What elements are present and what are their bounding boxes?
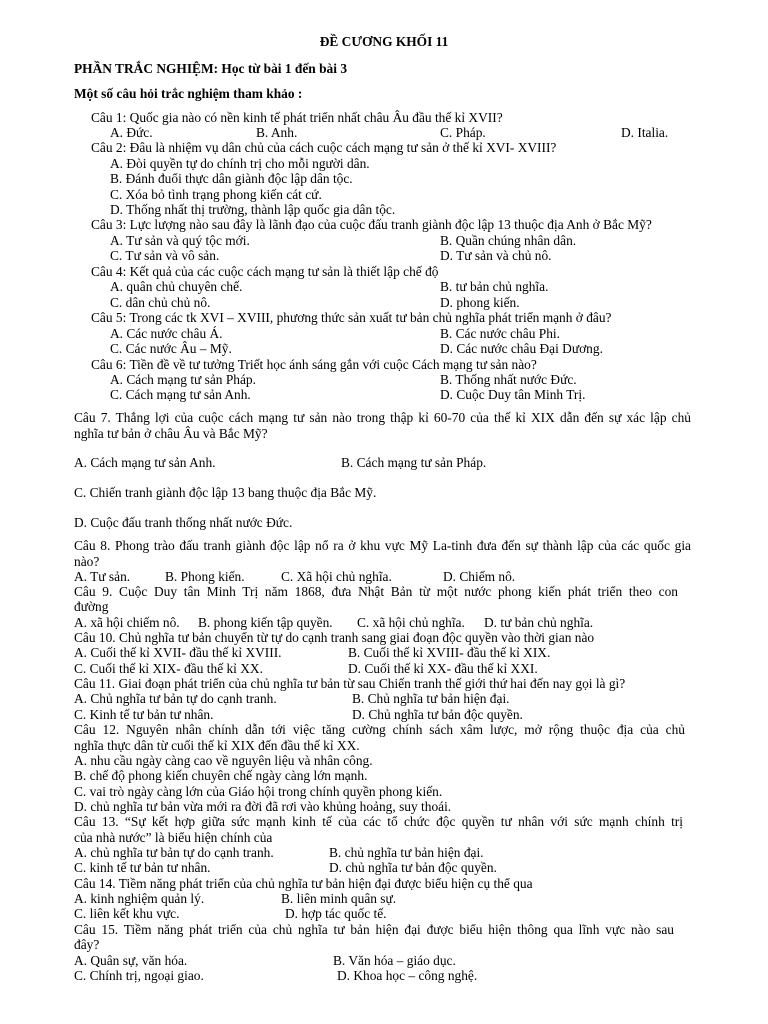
q15-option-a: A. Quân sự, văn hóa. xyxy=(74,953,188,968)
q2-option-a: A. Đòi quyền tự do chính trị cho mỗi người dân. xyxy=(110,156,370,171)
q5-option-b: B. Các nước châu Phi. xyxy=(440,326,560,341)
q12-option-a: A. nhu cầu ngày càng cao về nguyên liệu và nhân công. xyxy=(74,753,373,768)
q13-option-b: B. chủ nghĩa tư bản hiện đại. xyxy=(329,845,484,860)
q1-option-c: C. Pháp. xyxy=(440,125,486,140)
question-14: Câu 14. Tiềm năng phát triển của chủ nghĩa tư bản hiện đại được biểu hiện cụ thể qua xyxy=(74,876,533,891)
q2-option-b: B. Đánh đuổi thực dân giành độc lập dân tộc. xyxy=(110,171,353,186)
question-13-line-2: của nhà nước” là biểu hiện chính của xyxy=(74,830,273,845)
q9-option-c: C. xã hội chủ nghĩa. xyxy=(357,615,465,630)
q8-option-a: A. Tư sản. xyxy=(74,569,131,584)
q15-option-d: D. Khoa học – công nghệ. xyxy=(337,968,478,983)
question-12-line-1: Câu 12. Nguyên nhân chính dẫn tới việc tăng cường chính sách xâm lược, mở rộng thuộc địa của chủ xyxy=(74,722,685,737)
q12-option-c: C. vai trò ngày càng lớn của Giáo hội trong chính quyền phong kiến. xyxy=(74,784,443,799)
q13-option-d: D. chủ nghĩa tư bản độc quyền. xyxy=(329,860,497,875)
q5-option-c: C. Các nước Âu – Mỹ. xyxy=(110,341,232,356)
q3-option-a: A. Tư sản và quý tộc mới. xyxy=(110,233,250,248)
q14-option-d: D. hợp tác quốc tế. xyxy=(285,906,387,921)
question-11: Câu 11. Giai đoạn phát triển của chủ nghĩa tư bản từ sau Chiến tranh thế giới thứ hai đến nay gọi là gì? xyxy=(74,676,626,691)
q1-option-a: A. Đức. xyxy=(110,125,153,140)
q10-option-c: C. Cuối thế kỉ XIX- đầu thế kỉ XX. xyxy=(74,661,263,676)
question-4: Câu 4: Kết quả của các cuộc cách mạng tư sản là thiết lập chế độ xyxy=(91,264,439,279)
q11-option-c: C. Kinh tế tư bản tư nhân. xyxy=(74,707,214,722)
q7-option-d: D. Cuộc đấu tranh thống nhất nước Đức. xyxy=(74,515,293,530)
q7-option-c: C. Chiến tranh giành độc lập 13 bang thuộc địa Bắc Mỹ. xyxy=(74,485,377,500)
document-title: ĐỀ CƯƠNG KHỐI 11 xyxy=(319,34,449,49)
q2-option-c: C. Xóa bỏ tình trạng phong kiến cát cứ. xyxy=(110,187,322,202)
subsection-heading: Một số câu hỏi trắc nghiệm tham khảo : xyxy=(74,86,303,101)
q4-option-a: A. quân chủ chuyên chế. xyxy=(110,279,243,294)
question-15-line-1: Câu 15. Tiềm năng phát triển của chủ nghĩa tư bản hiện đại được biểu hiện thông qua lĩnh vực nào sau xyxy=(74,922,674,937)
question-8-line-1: Câu 8. Phong trào đấu tranh giành độc lập nổ ra ở khu vực Mỹ La-tinh đưa đến sự thành lập của các quốc gia xyxy=(74,538,691,553)
question-7-line-1: Câu 7. Thắng lợi của cuộc cách mạng tư sản nào trong thập kỉ 60-70 của thế kỉ XIX dẫn đến sự xác lập chủ xyxy=(74,410,691,425)
q1-option-d: D. Italia. xyxy=(621,125,669,140)
q4-option-d: D. phong kiến. xyxy=(440,295,520,310)
question-13-line-1: Câu 13. “Sự kết hợp giữa sức mạnh kinh tế của các tổ chức độc quyền tư nhân với sức mạnh chính trị xyxy=(74,814,683,829)
q13-option-c: C. kinh tế tư bản tư nhân. xyxy=(74,860,211,875)
q8-option-b: B. Phong kiến. xyxy=(165,569,245,584)
question-6: Câu 6: Tiền đề về tư tưởng Triết học ánh sáng gắn với cuộc Cách mạng tư sản nào? xyxy=(91,357,537,372)
q3-option-c: C. Tư sản và vô sản. xyxy=(110,248,220,263)
q12-option-b: B. chế độ phong kiến chuyên chế ngày càng lớn mạnh. xyxy=(74,768,368,783)
q13-option-a: A. chủ nghĩa tư bản tự do cạnh tranh. xyxy=(74,845,274,860)
q11-option-a: A. Chủ nghĩa tư bản tự do cạnh tranh. xyxy=(74,691,277,706)
question-1: Câu 1: Quốc gia nào có nền kinh tế phát triển nhất châu Âu đầu thế kỉ XVII? xyxy=(91,110,503,125)
q6-option-a: A. Cách mạng tư sản Pháp. xyxy=(110,372,256,387)
section-heading: PHẦN TRẮC NGHIỆM: Học từ bài 1 đến bài 3 xyxy=(74,61,348,76)
q15-option-c: C. Chính trị, ngoại giao. xyxy=(74,968,204,983)
question-12-line-2: nghĩa thực dân từ cuối thế kỉ XIX đến đầu thế kỉ XX. xyxy=(74,738,360,753)
question-10: Câu 10. Chủ nghĩa tư bản chuyển từ tự do cạnh tranh sang giai đoạn độc quyền vào thời gian nào xyxy=(74,630,595,645)
q10-option-d: D. Cuối thế kỉ XX- đầu thế kỉ XXI. xyxy=(348,661,538,676)
question-2: Câu 2: Đâu là nhiệm vụ dân chủ của cách cuộc cách mạng tư sản ở thế kỉ XVI- XVIII? xyxy=(91,140,557,155)
q1-option-b: B. Anh. xyxy=(256,125,298,140)
q5-option-d: D. Các nước châu Đại Dương. xyxy=(440,341,603,356)
q14-option-a: A. kinh nghiệm quản lý. xyxy=(74,891,205,906)
q15-option-b: B. Văn hóa – giáo dục. xyxy=(333,953,456,968)
q8-option-d: D. Chiếm nô. xyxy=(443,569,516,584)
q5-option-a: A. Các nước châu Á. xyxy=(110,326,223,341)
q9-option-a: A. xã hội chiếm nô. xyxy=(74,615,180,630)
q10-option-a: A. Cuối thế kỉ XVII- đầu thế kỉ XVIII. xyxy=(74,645,282,660)
q3-option-d: D. Tư sản và chủ nô. xyxy=(440,248,552,263)
q6-option-d: D. Cuộc Duy tân Minh Trị. xyxy=(440,387,586,402)
question-3: Câu 3: Lực lượng nào sau đây là lãnh đạo của cuộc đấu tranh giành độc lập 13 thuộc địa Anh ở Bắc Mỹ? xyxy=(91,217,652,232)
q9-option-d: D. tư bản chủ nghĩa. xyxy=(484,615,594,630)
question-9-line-2: đường xyxy=(74,599,109,614)
q10-option-b: B. Cuối thế kỉ XVIII- đầu thế kỉ XIX. xyxy=(348,645,551,660)
q9-option-b: B. phong kiến tập quyền. xyxy=(198,615,333,630)
question-9-line-1: Câu 9. Cuộc Duy tân Minh Trị năm 1868, đưa Nhật Bản từ một nước phong kiến phát triển theo con xyxy=(74,584,678,599)
question-15-line-2: đây? xyxy=(74,937,100,952)
q14-option-b: B. liên minh quân sự. xyxy=(281,891,397,906)
q11-option-d: D. Chủ nghĩa tư bản độc quyền. xyxy=(352,707,523,722)
q12-option-d: D. chủ nghĩa tư bản vừa mới ra đời đã rơi vào khủng hoảng, suy thoái. xyxy=(74,799,452,814)
q7-option-a: A. Cách mạng tư sản Anh. xyxy=(74,455,216,470)
q2-option-d: D. Thống nhất thị trường, thành lập quốc gia dân tộc. xyxy=(110,202,396,217)
question-7-line-2: nghĩa tư bản ở châu Âu và Bắc Mỹ? xyxy=(74,426,268,441)
q11-option-b: B. Chủ nghĩa tư bản hiện đại. xyxy=(352,691,510,706)
question-8-line-2: nào? xyxy=(74,554,100,569)
q3-option-b: B. Quần chúng nhân dân. xyxy=(440,233,577,248)
q4-option-b: B. tư bản chủ nghĩa. xyxy=(440,279,549,294)
q8-option-c: C. Xã hội chủ nghĩa. xyxy=(281,569,392,584)
q14-option-c: C. liên kết khu vực. xyxy=(74,906,180,921)
q6-option-b: B. Thống nhất nước Đức. xyxy=(440,372,577,387)
question-5: Câu 5: Trong các tk XVI – XVIII, phương thức sản xuất tư bản chủ nghĩa phát triển mạnh ở đâu? xyxy=(91,310,612,325)
q4-option-c: C. dân chủ chủ nô. xyxy=(110,295,211,310)
q6-option-c: C. Cách mạng tư sản Anh. xyxy=(110,387,251,402)
q7-option-b: B. Cách mạng tư sản Pháp. xyxy=(341,455,487,470)
